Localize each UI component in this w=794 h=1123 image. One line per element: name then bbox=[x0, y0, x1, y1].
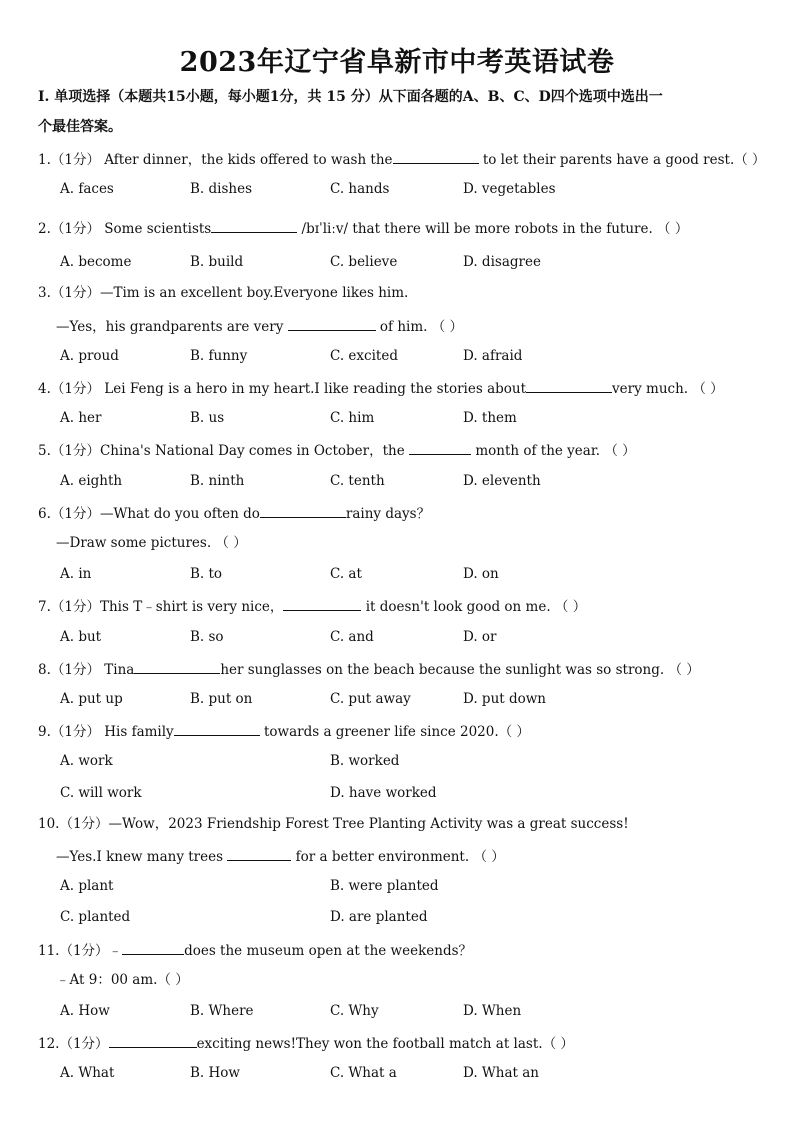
option-a: A. eighth bbox=[60, 473, 123, 489]
option-a: A. work bbox=[60, 753, 113, 769]
option-c: C. Why bbox=[330, 1003, 379, 1019]
option-b: B. funny bbox=[190, 348, 248, 364]
question-11-reply: ﹣At 9：00 am.（ ） bbox=[56, 972, 189, 988]
question-2-stem: 2.（1分） Some scientists /bɪˈliːv/ that there will be more robots in the future. （ ） bbox=[38, 218, 688, 238]
option-c: C. and bbox=[330, 629, 374, 645]
option-b: B. build bbox=[190, 254, 244, 270]
option-b: B. dishes bbox=[190, 181, 253, 197]
option-d: D. vegetables bbox=[463, 181, 556, 197]
question-7-stem: 7.（1分）This T﹣shirt is very nice， it doesn't look good on me. （ ） bbox=[38, 596, 586, 616]
option-d: D. them bbox=[463, 410, 517, 426]
option-c: C. him bbox=[330, 410, 375, 426]
option-b: B. How bbox=[190, 1065, 240, 1081]
answer-blank bbox=[526, 378, 612, 393]
answer-blank bbox=[283, 596, 361, 611]
option-b: B. ninth bbox=[190, 473, 245, 489]
answer-blank bbox=[288, 316, 376, 331]
option-c: C. excited bbox=[330, 348, 398, 364]
question-3-reply: —Yes，his grandparents are very of him. （ ） bbox=[56, 316, 463, 336]
page-title: 2023年辽宁省阜新市中考英语试卷 bbox=[179, 47, 615, 78]
answer-blank bbox=[409, 440, 471, 455]
question-12-stem: 12.（1分） exciting news!They won the football match at last.（ ） bbox=[38, 1033, 574, 1053]
answer-blank bbox=[211, 218, 297, 233]
option-c: C. will work bbox=[60, 785, 142, 801]
option-c: C. planted bbox=[60, 909, 131, 925]
answer-blank bbox=[227, 846, 291, 861]
question-6-stem: 6.（1分）—What do you often do rainy days？ bbox=[38, 503, 430, 523]
option-a: A. in bbox=[60, 566, 92, 582]
option-b: B. put on bbox=[190, 691, 253, 707]
question-6-reply: —Draw some pictures. （ ） bbox=[56, 535, 247, 551]
option-a: A. How bbox=[60, 1003, 110, 1019]
option-a: A. What bbox=[60, 1065, 115, 1081]
answer-blank bbox=[134, 659, 220, 674]
question-3-stem: 3.（1分）—Tim is an excellent boy.Everyone likes him. bbox=[38, 285, 409, 301]
question-10-reply: —Yes.I knew many trees for a better environment. （ ） bbox=[56, 846, 505, 866]
option-d: D. When bbox=[463, 1003, 522, 1019]
question-8-stem: 8.（1分） Tina her sunglasses on the beach because the sunlight was so strong. （ ） bbox=[38, 659, 700, 679]
question-10-stem: 10.（1分）—Wow，2023 Friendship Forest Tree Planting Activity was a great success! bbox=[38, 816, 629, 832]
answer-blank bbox=[122, 940, 184, 955]
option-d: D. or bbox=[463, 629, 497, 645]
section-heading-cont: 个最佳答案。 bbox=[38, 119, 122, 135]
option-d: D. eleventh bbox=[463, 473, 541, 489]
option-b: B. were planted bbox=[330, 878, 439, 894]
answer-blank bbox=[260, 503, 346, 518]
answer-blank bbox=[109, 1033, 197, 1048]
option-c: C. at bbox=[330, 566, 362, 582]
option-b: B. so bbox=[190, 629, 224, 645]
option-d: D. have worked bbox=[330, 785, 437, 801]
option-d: D. on bbox=[463, 566, 499, 582]
option-a: A. put up bbox=[60, 691, 123, 707]
option-d: D. put down bbox=[463, 691, 546, 707]
option-a: A. become bbox=[60, 254, 132, 270]
option-a: A. faces bbox=[60, 181, 114, 197]
option-a: A. but bbox=[60, 629, 102, 645]
option-a: A. her bbox=[60, 410, 102, 426]
option-b: B. Where bbox=[190, 1003, 254, 1019]
question-11-stem: 11.（1分）﹣ does the museum open at the weekends？ bbox=[38, 940, 472, 960]
section-heading: I. 单项选择（本题共15小题，每小题1分，共 15 分）从下面各题的A、B、C、D四个选项中选出一 bbox=[38, 89, 663, 105]
answer-blank bbox=[174, 721, 260, 736]
option-c: C. put away bbox=[330, 691, 411, 707]
option-d: D. What an bbox=[463, 1065, 540, 1081]
option-b: B. to bbox=[190, 566, 223, 582]
question-4-stem: 4.（1分） Lei Feng is a hero in my heart.I like reading the stories about very much. （ ） bbox=[38, 378, 724, 398]
question-9-stem: 9.（1分） His family towards a greener life since 2020.（ ） bbox=[38, 721, 530, 741]
option-c: C. believe bbox=[330, 254, 398, 270]
option-a: A. proud bbox=[60, 348, 119, 364]
answer-blank bbox=[393, 149, 479, 164]
option-d: D. disagree bbox=[463, 254, 541, 270]
option-d: D. are planted bbox=[330, 909, 428, 925]
question-1-stem: 1.（1分） After dinner，the kids offered to wash the to let their parents have a good rest.（ ） bbox=[38, 149, 766, 169]
question-5-stem: 5.（1分）China's National Day comes in October，the month of the year. （ ） bbox=[38, 440, 636, 460]
option-b: B. us bbox=[190, 410, 225, 426]
option-c: C. What a bbox=[330, 1065, 397, 1081]
option-b: B. worked bbox=[330, 753, 400, 769]
option-c: C. hands bbox=[330, 181, 390, 197]
option-c: C. tenth bbox=[330, 473, 385, 489]
option-a: A. plant bbox=[60, 878, 114, 894]
option-d: D. afraid bbox=[463, 348, 523, 364]
